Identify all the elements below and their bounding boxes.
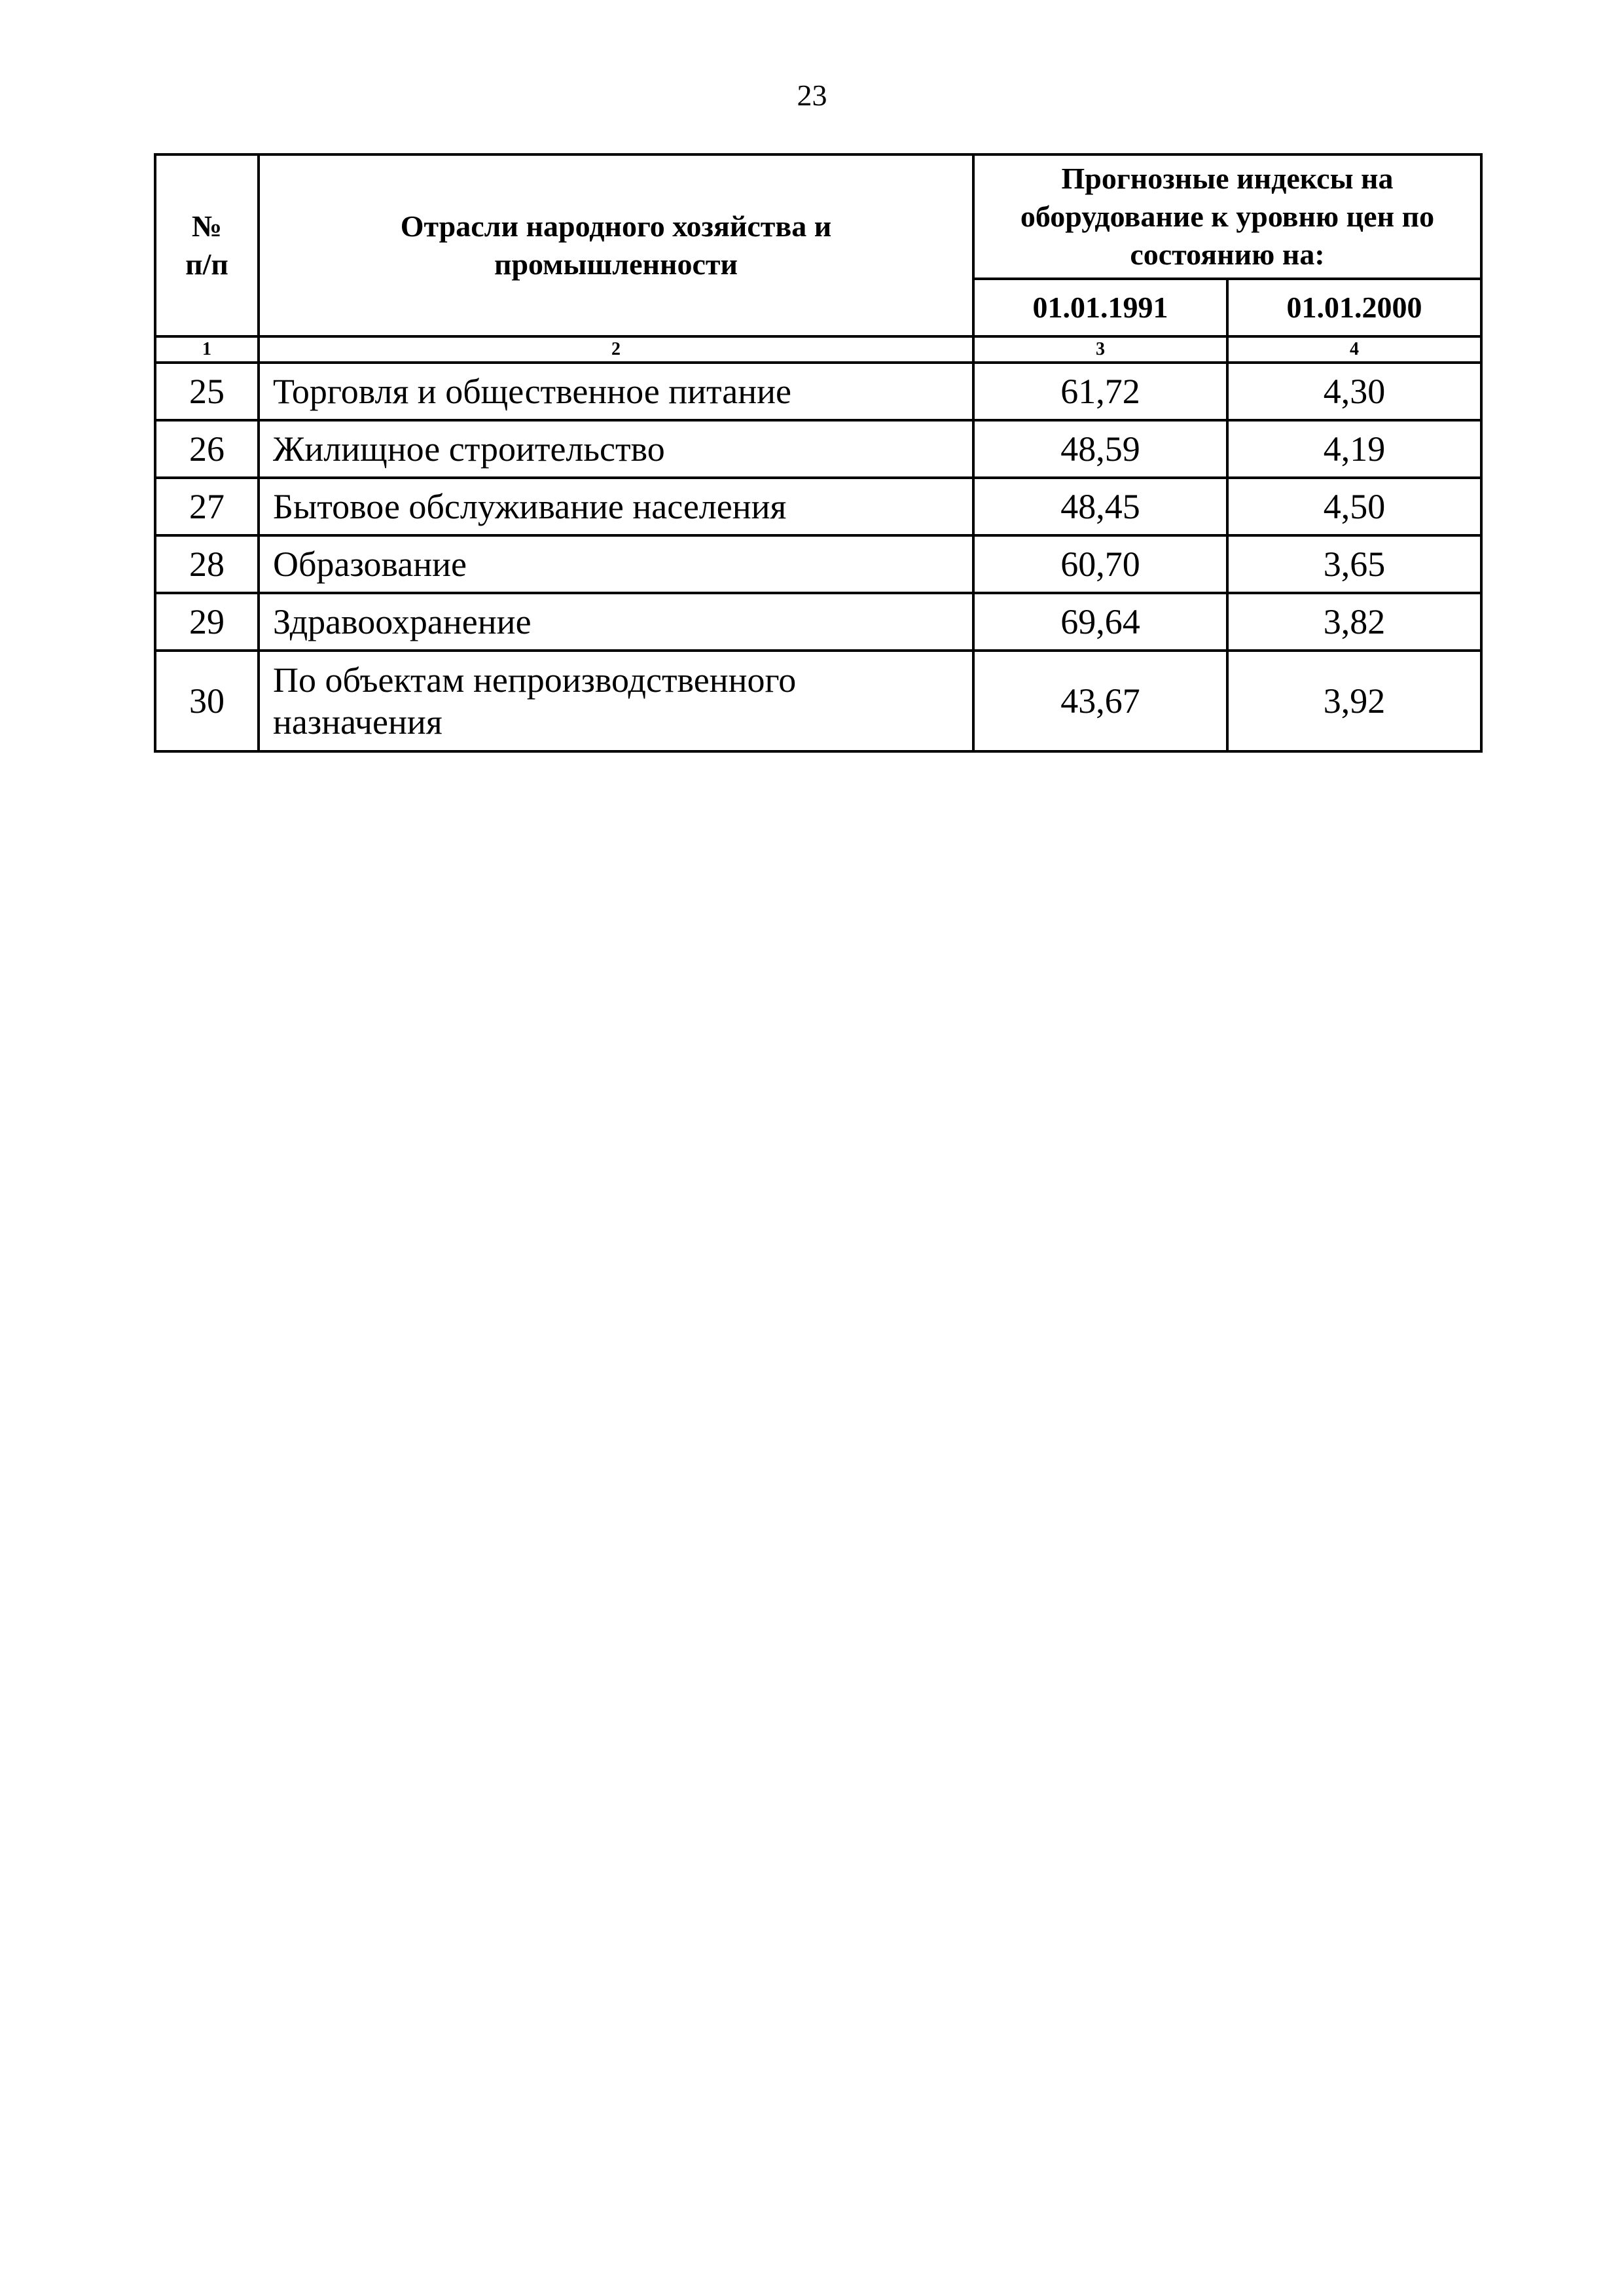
row-index-2000: 3,82 (1227, 593, 1481, 651)
price-index-table (154, 153, 1483, 753)
column-number-row (155, 336, 1481, 363)
row-index-1991: 61,72 (973, 363, 1227, 420)
row-index-2000: 3,92 (1227, 651, 1481, 751)
row-industry-text: По объектам непроизводственного назначения (273, 660, 797, 742)
table-row (155, 651, 1481, 751)
row-index-1991: 48,59 (973, 420, 1227, 478)
row-industry: Торговля и общественное питание (259, 363, 973, 420)
column-number: 2 (259, 336, 973, 363)
row-index-2000: 4,50 (1227, 478, 1481, 535)
header-industry (259, 154, 973, 336)
header-num (155, 154, 259, 336)
row-index-1991: 60,70 (973, 535, 1227, 593)
table-row (155, 420, 1481, 478)
row-number: 29 (155, 593, 259, 651)
row-index-1991: 48,45 (973, 478, 1227, 535)
row-industry (259, 651, 973, 751)
row-number: 25 (155, 363, 259, 420)
row-index-2000: 4,19 (1227, 420, 1481, 478)
column-number: 3 (973, 336, 1227, 363)
row-industry: Здравоохранение (259, 593, 973, 651)
row-industry: Образование (259, 535, 973, 593)
row-number: 26 (155, 420, 259, 478)
page-number: 23 (797, 79, 827, 112)
row-index-2000: 3,65 (1227, 535, 1481, 593)
header-group (973, 154, 1481, 279)
header-date-1991: 01.01.1991 (973, 279, 1227, 336)
table-row (155, 535, 1481, 593)
header-row-top (155, 154, 1481, 279)
table-row (155, 593, 1481, 651)
header-group-text: Прогнозные индексы на оборудование к уровню цен по состоянию на: (1020, 162, 1435, 271)
row-number: 27 (155, 478, 259, 535)
row-number: 28 (155, 535, 259, 593)
row-industry: Жилищное строительство (259, 420, 973, 478)
header-industry-text: Отрасли народного хозяйства и промышленности (400, 209, 832, 281)
row-index-1991: 69,64 (973, 593, 1227, 651)
row-number: 30 (155, 651, 259, 751)
column-number: 1 (155, 336, 259, 363)
row-index-2000: 4,30 (1227, 363, 1481, 420)
row-index-1991: 43,67 (973, 651, 1227, 751)
header-num-text: № п/п (185, 209, 228, 281)
column-number: 4 (1227, 336, 1481, 363)
table-row (155, 363, 1481, 420)
header-date-2000: 01.01.2000 (1227, 279, 1481, 336)
table-row (155, 478, 1481, 535)
row-industry: Бытовое обслуживание населения (259, 478, 973, 535)
